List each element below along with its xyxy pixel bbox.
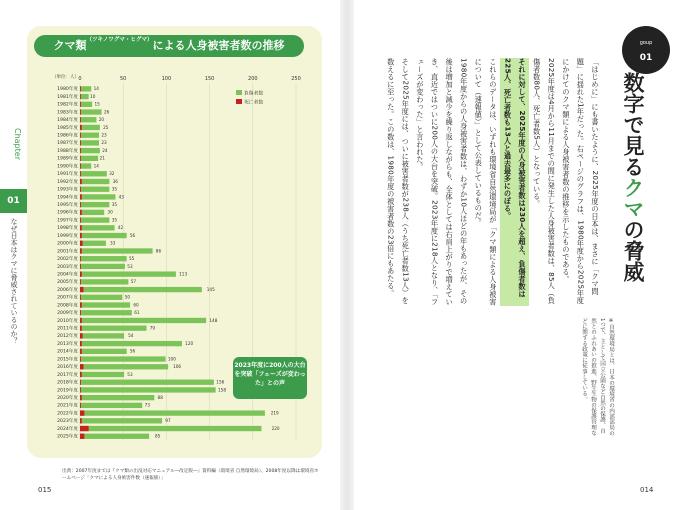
bar-deaths [80,117,81,122]
chapter-label: Chapter [13,128,22,160]
value-label: 32 [109,171,115,177]
value-label: 60 [133,302,139,308]
side-note: ※自然環境局とは、日本の環境省の内部部局の1つで、主として国立公園など自然の保護、自然とのふれあいの推進、野生生物の保護管理などに関する政策に従事している。 [581,318,614,436]
body-paragraph-6: そして2025年度には、ついに被害者数が238人（うち死亡者数13人）を数えるに至った。この数は、1980年度の被害者数の23倍にもあたる。 [386,58,411,305]
bar-deaths [80,225,82,230]
bar-deaths [80,248,82,253]
bar-deaths [80,202,81,207]
bar-injured [80,264,125,269]
bar-deaths [80,380,81,385]
category-label: 1998年度 [57,226,78,232]
bar-injured [80,194,115,199]
bar-deaths [80,318,82,323]
value-label: 55 [129,256,135,262]
bar-injured [80,102,92,107]
value-label: 156 [216,379,225,385]
value-label: 43 [118,194,124,200]
bar-deaths [80,194,82,199]
value-label: 14 [93,86,99,92]
bar-deaths [80,395,82,400]
category-label: 1986年度 [57,133,78,139]
chapter-number: 01 [0,189,27,213]
value-label: 30 [107,209,113,215]
body-paragraph-3: それに対して、2025年度の人身被害者数は230人を超え、負傷者数は225人、死亡者数も13人と過去最多にのぼる。 [500,58,529,306]
bar-injured [80,326,147,331]
bar-injured [80,210,104,215]
bar-deaths [80,295,81,300]
value-label: 113 [179,271,188,277]
bar-deaths [80,326,82,331]
bar-deaths [80,125,82,130]
value-label: 86 [155,248,162,254]
category-label: 2013年度 [57,341,78,347]
body-paragraph-4: これらのデータは、いずれも環境省自然環境局が「クマ類による人身被害について（速報値）」として公表しているものだ。 [474,58,498,306]
category-label: 1991年度 [57,172,78,178]
value-label: 57 [130,279,137,285]
value-label: 14 [93,163,99,169]
x-tick-label: 250 [291,76,301,82]
category-label: 1990年度 [57,164,78,170]
bar-deaths [80,148,81,153]
value-label: 26 [103,109,110,115]
bar-deaths [80,241,83,246]
bar-injured [80,356,166,361]
category-label: 2012年度 [57,334,78,340]
value-label: 42 [117,225,124,231]
category-label: 2006年度 [57,287,78,293]
bar-injured [80,364,168,369]
value-label: 97 [165,418,171,424]
category-label: 2023年度 [57,419,78,425]
bar-injured [80,225,115,230]
bar-injured [80,202,109,207]
category-label: 2024年度 [57,426,78,432]
annotation-text: 2023年度に200人の大台を突破「フェーズが変わった」との声 [234,362,306,387]
category-label: 1992年度 [57,179,78,185]
bar-injured [80,109,102,114]
value-label: 106 [173,364,182,370]
category-label: 2016年度 [57,365,78,371]
body-paragraph-5: 1980年度からの人身被害者数は、わずか10人ほどの年もあったが、その後は増加と減少を繰り返しながらも、全体としては右肩上がりで増えていき、直近ではついに200人の大台を突破。2023年度に218人となり、「フェーズが変わった」と言われた。 [415,58,469,306]
bar-injured [80,117,96,122]
value-label: 35 [111,202,118,207]
category-label: 1987年度 [57,141,78,147]
bar-injured [80,403,142,408]
bar-deaths [80,264,81,269]
bar-injured [80,387,216,392]
bar-injured [80,418,162,423]
category-label: 2003年度 [57,264,78,270]
page-number-left: 015 [38,486,52,494]
bar-injured [80,271,176,276]
category-label: 2001年度 [57,249,78,255]
bar-injured [80,372,124,377]
category-label: 1994年度 [57,195,78,201]
value-label: 61 [134,310,140,316]
bar-injured [80,133,99,138]
category-label: 1983年度 [57,110,78,116]
bar-injured [80,302,130,307]
bar-injured [80,410,265,415]
bar-deaths [80,302,82,307]
value-label: 50 [124,294,131,300]
legend-swatch [236,90,242,95]
value-label: 15 [94,101,100,107]
bar-injured [80,426,261,431]
title-part2: の脅威 [621,219,645,282]
category-label: 1989年度 [57,156,78,162]
bar-injured [80,295,122,300]
body-paragraph-2: 2025年度は4月から11月までの間に発生した人身被害者数は、85人（負傷者数80人、死亡者数5人）となっている。 [532,58,557,305]
bar-injured [80,125,100,130]
bar-injured [80,217,109,222]
category-label: 2008年度 [57,303,78,309]
bar-deaths [80,410,84,415]
bar-injured [80,156,98,161]
bar-deaths [80,217,81,222]
value-label: 220 [271,425,280,431]
title-part1: 数字で見る [621,72,645,177]
category-label: 1996年度 [57,210,78,216]
bar-deaths [80,341,82,346]
section-title [618,72,648,282]
category-label: 1997年度 [57,218,78,224]
bar-injured [80,287,202,292]
bar-deaths [80,418,82,423]
category-label: 2019年度 [57,388,78,394]
value-label: 53 [127,263,133,269]
bar-deaths [80,187,81,192]
value-label: 219 [270,410,279,416]
bar-deaths [80,156,81,161]
bar-injured [80,341,182,346]
bar-injured [80,395,154,400]
bar-deaths [80,133,81,138]
bar-injured [80,279,128,284]
bar-injured [80,233,127,238]
bar-deaths [80,102,81,107]
category-label: 1993年度 [57,187,78,193]
bar-deaths [80,349,82,354]
bar-deaths [80,140,81,145]
category-label: 2018年度 [57,380,78,386]
chart-title-part2: による人身被害者数の推移 [152,39,285,52]
x-tick-label: 100 [161,76,172,82]
value-label: 35 [111,186,118,192]
value-label: 120 [185,340,194,346]
category-label: 2005年度 [57,280,78,286]
category-label: 2002年度 [57,257,78,263]
value-label: 36 [112,178,118,184]
bar-injured [80,434,149,439]
value-label: 23 [101,140,107,146]
legend-label: 死亡者数 [244,100,264,106]
bar-deaths [80,233,82,238]
category-label: 2000年度 [57,241,78,247]
bar-injured [80,94,89,99]
bar-injured [80,163,91,168]
body-paragraph-1: 「はじめに」にも書いたように、2025年度の日本は、まさに「クマ問題」に揺れた1年だった。右ページのグラフは、1980年度から2025年度にかけてのクマ類による人身被害者数の推移を示したものである。 [561,58,600,305]
value-label: 73 [144,402,150,408]
badge-number: 01 [639,53,653,63]
category-label: 2011年度 [57,326,78,332]
x-tick-label: 200 [248,76,258,82]
category-label: 1980年度 [57,87,78,93]
bar-deaths [80,171,81,176]
chart-title-part1: クマ類 [53,39,87,52]
category-label: 1988年度 [57,148,78,154]
bar-deaths [80,403,81,408]
bar-deaths [80,179,82,184]
value-label: 54 [128,333,134,339]
bar-injured [80,380,214,385]
chapter-subtitle: なぜ日本はクマに脅威されているのか？ [10,218,18,344]
bar-injured [80,148,100,153]
bar-injured [80,241,106,246]
value-label: 35 [111,217,118,223]
bar-injured [80,333,124,338]
bar-injured [80,318,206,323]
category-label: 2014年度 [57,349,78,355]
category-label: 1981年度 [57,94,78,100]
bar-deaths [80,434,84,439]
category-label: 2020年度 [57,396,78,401]
section-badge [622,26,670,74]
category-label: 2015年度 [57,357,78,363]
bar-injured [80,248,153,253]
bar-deaths [80,163,81,168]
value-label: 145 [206,286,215,292]
category-label: 2009年度 [57,311,78,317]
chart-footnote: 出典：2007年度までは『クマ類の出没対応マニュアル―改定版―』資料編（環境省 自然環境局）、2008年度以降は環境省ホームページ「クマによる人身被害件数（速報値）」 [62,469,319,481]
category-label: 2010年度 [57,318,78,324]
bar-injured [80,140,99,145]
body-text [362,58,602,306]
value-label: 148 [209,317,218,323]
category-label: 1999年度 [57,233,78,239]
bar-deaths [80,86,81,91]
bar-deaths [80,256,81,261]
bar-injured [80,86,91,91]
bar-injured [80,349,127,354]
value-label: 20 [98,117,105,123]
category-label: 2004年度 [57,272,78,278]
bar-deaths [80,426,89,431]
value-label: 25 [103,124,109,130]
title-highlight: クマ [621,177,645,219]
legend-swatch [236,99,242,104]
bar-deaths [80,279,81,284]
chart-title-ruby: （ツキノワグマ・ヒグマ） [86,37,153,43]
legend-label: 負傷者数 [244,91,264,97]
page-number-right: 014 [640,486,654,494]
value-label: 23 [101,132,107,138]
value-label: 158 [218,387,227,393]
value-label: 88 [157,395,163,400]
unit-label: （単位：人） [52,75,79,80]
x-tick-label: 150 [204,76,215,82]
category-label: 1995年度 [57,203,78,208]
bar-injured [80,256,127,261]
bar-deaths [80,94,81,99]
bar-deaths [80,310,81,315]
chart-annotation [233,357,307,399]
bar-deaths [80,109,81,114]
x-tick-label: 50 [120,76,127,82]
bar-deaths [80,210,82,215]
value-label: 33 [110,240,116,246]
value-label: 21 [99,155,105,161]
category-label: 2007年度 [57,295,78,301]
bar-injured [80,187,109,192]
badge-top-text: goup [639,40,653,46]
category-label: 2017年度 [57,372,78,378]
value-label: 79 [149,325,156,331]
bar-injured [80,179,109,184]
bar-injured [80,171,107,176]
value-label: 24 [102,147,108,153]
category-label: 1985年度 [57,125,78,131]
bar-deaths [80,333,83,338]
x-tick-label: 0 [78,76,82,82]
category-label: 2025年度 [57,434,78,440]
value-label: 56 [129,348,136,354]
bar-deaths [80,287,83,292]
category-label: 1984年度 [57,118,78,124]
value-label: 100 [167,356,176,362]
value-label: 85 [154,433,161,439]
category-label: 2021年度 [57,403,78,409]
bar-deaths [80,356,81,361]
category-label: 1982年度 [57,102,78,108]
bar-deaths [80,364,83,369]
category-label: 2022年度 [57,411,78,417]
value-label: 10 [90,93,96,99]
bar-deaths [80,271,82,276]
value-label: 56 [129,232,136,238]
bar-deaths [80,387,81,392]
bar-injured [80,310,132,315]
value-label: 53 [127,371,133,377]
bar-deaths [80,372,82,377]
